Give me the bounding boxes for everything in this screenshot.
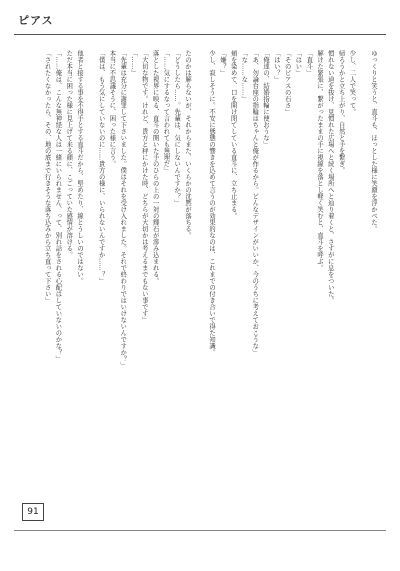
paragraph: たのかは解らないが、それからまた、いくらかの沈黙が落ちる。 xyxy=(184,50,191,239)
paragraph: 「嫌？」 xyxy=(218,50,226,76)
footer-rule xyxy=(14,530,386,531)
page-number: 91 xyxy=(22,503,44,521)
paragraph: 「……俺は、こんな無神経な人は一緒にいられません、って、別れ話をされる心配はしていないのかな？」 xyxy=(54,50,62,362)
paragraph: 他者と接する事を不得手とする直斗だから、堅めたり、線とうしいのではない。 xyxy=(76,50,84,284)
text-page xyxy=(22,50,378,490)
paragraph: 帰ろうかと立ち上がり、自然と手を繋ぎ。 xyxy=(337,50,345,174)
text-block-right xyxy=(210,50,378,490)
paragraph: 「……」 xyxy=(130,50,138,76)
paragraph: 少し、寂しそうに。不安に態態の響きを込めて言うのが効果的なのは、これまでの付き合いで得た知識。 xyxy=(208,50,216,356)
paragraph: 「されたくなかったら、その、地の底まで行きそうな落ち込みから立ち直って下さい」 xyxy=(43,50,51,304)
paragraph: 少し、二人で笑って。 xyxy=(348,50,356,115)
page-header xyxy=(14,12,386,35)
paragraph: 「どうしたら……。先輩は、気にしないんですか？」 xyxy=(173,50,181,206)
running-title: ピアス xyxy=(18,14,54,27)
paragraph: 「はい」 xyxy=(294,50,302,76)
text-block-left xyxy=(22,50,192,490)
header-rule xyxy=(14,34,386,35)
paragraph: 「あ、勿論台座の指輪はちゃんと俺が作るから。どんなデザインがいいか、今のうちに考えておこうな」 xyxy=(251,50,259,356)
paragraph: 解けた緊張に、繋がったままの手に視線を落とし軽く笑むと、直斗を呼ぶ。 xyxy=(316,50,324,271)
paragraph: 「先輩は充分に謝罪して下さいました。僕はそれを受け入れました。それで終わりではいけないんですか？」 xyxy=(119,50,127,369)
paragraph: 「はい？」 xyxy=(272,50,280,83)
paragraph: 「……気にするなって言われても無理だ」 xyxy=(162,50,170,174)
paragraph: 本当に不思議そうに、困った様に言う。 xyxy=(108,50,116,167)
paragraph: 「な……な……」 xyxy=(240,50,248,102)
paragraph: 「そのピアスの石さ」 xyxy=(283,50,291,115)
paragraph: 落とした視界に映る、直斗の開いた手のひらの上の一対の輝石が滲み込まれる。 xyxy=(151,50,159,284)
paragraph: 「僕は、もう気にしていないのに……貴方の様に、いられないんですか……？」 xyxy=(97,50,105,284)
paragraph: 慣れない道を抜け、見慣れた広場へと続く場所へと辿り着くと、さすがに息をついた。 xyxy=(326,50,334,304)
paragraph-gap xyxy=(84,50,95,490)
paragraph: 「俺達の、結婚指輪に使おうな」 xyxy=(262,50,270,148)
paragraph-gap xyxy=(356,50,367,490)
paragraph: 「大切な物です。けれど、貴方と秤にかけた時、どちらが大切かは考えるまでもない事です」 xyxy=(140,50,148,323)
paragraph: 「直斗」 xyxy=(305,50,313,76)
paragraph: 頬を染めて、口を開け閉てしている直斗に、立ち止まる。 xyxy=(229,50,237,219)
paragraph: ただ本当に困った様に見上げて来る顔に、こごっていた感情が溶ける。 xyxy=(65,50,73,258)
paragraph: ゆっくりと笑うと、直斗も、ほっとした様に笑顔を浮かべた。 xyxy=(370,50,377,232)
